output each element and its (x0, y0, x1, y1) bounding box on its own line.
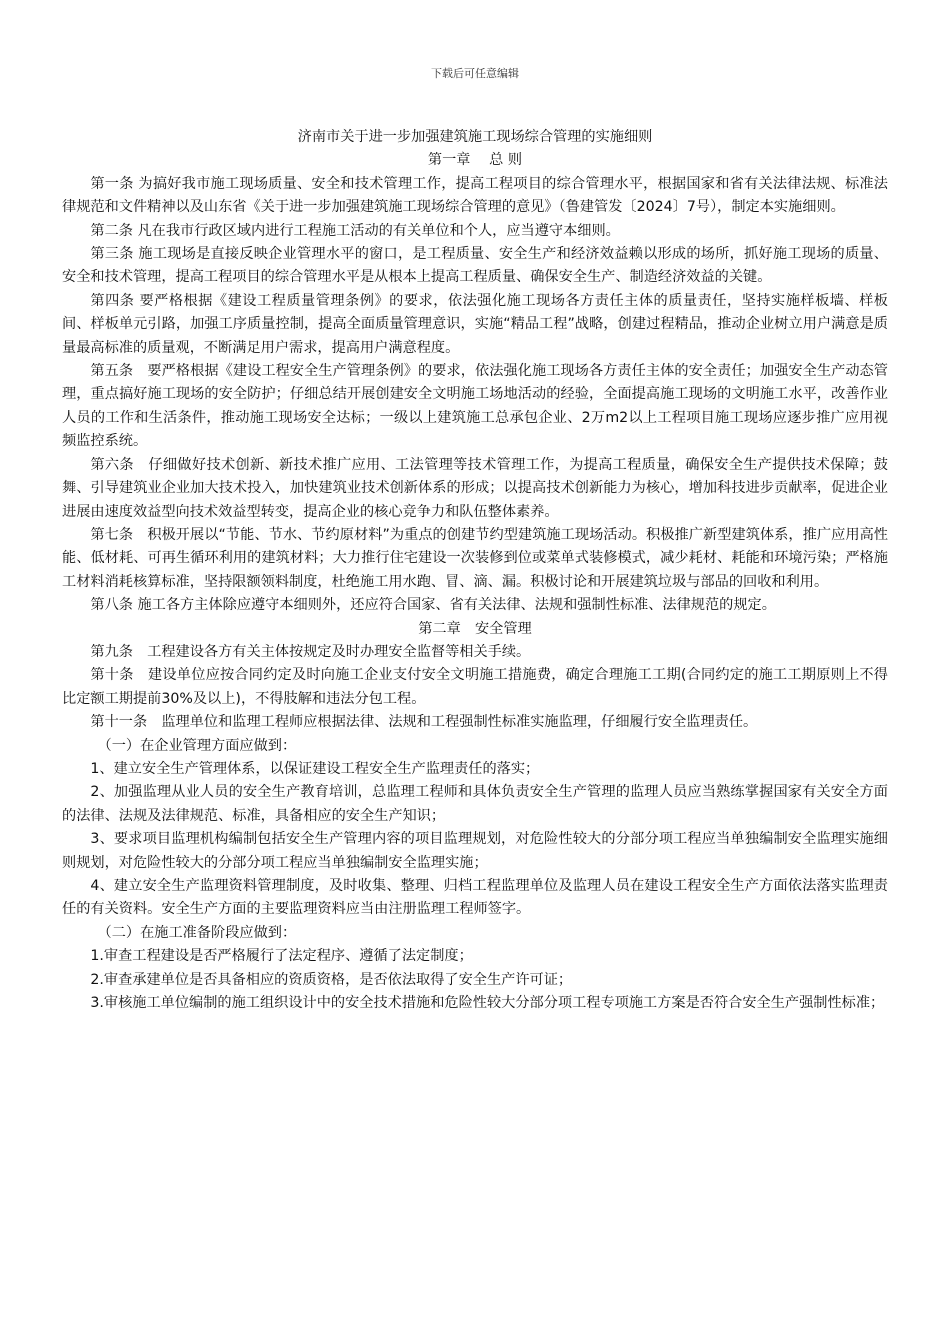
chapter-1-heading: 第一章 总 则 (427, 152, 523, 169)
article-4: 第四条 要严格根据《建设工程质量管理条例》的要求，依法强化施工现场各方责任主体的质量责任，坚持实施样板墙、样板间、样板单元引路，加强工序质量控制，提高全面质量管理意识，实施“精品工程”战略，创建过程精品，推动企业树立用户满意是质量最高标准的质量观，不断满足用户需求，提高用户满意程度。 (62, 292, 888, 356)
section-1-item-4: 4、建立安全生产监理资料管理制度，及时收集、整理、归档工程监理单位及监理人员在建设工程安全生产方面依法落实监理责任的有关资料。安全生产方面的主要监理资料应当由注册监理工程师签字。 (62, 878, 888, 918)
section-1-heading: （一）在企业管理方面应做到： (97, 737, 297, 754)
article-2: 第二条 凡在我市行政区域内进行工程施工活动的有关单位和个人，应当遵守本细则。 (90, 222, 620, 239)
section-2-item-2: 2.审查承建单位是否具备相应的资质资格，是否依法取得了安全生产许可证； (90, 971, 573, 988)
section-1-item-1: 1、建立安全生产管理体系，以保证建设工程安全生产监理责任的落实； (90, 760, 540, 777)
article-1: 第一条 为搞好我市施工现场质量、安全和技术管理工作，提高工程项目的综合管理水平，根据国家和省有关法律法规、标准法律规范和文件精神以及山东省《关于进一步加强建筑施工现场综合管理的意见》（鲁建管发〔2024〕7号），制定本实施细则。 (62, 175, 888, 216)
article-6: 第六条 仔细做好技术创新、新技术推广应用、工法管理等技术管理工作，为提高工程质量，确保安全生产提供技术保障；鼓舞、引导建筑业企业加大技术投入，加快建筑业技术创新体系的形成；以提高技术创新能力为核心，增加科技进步贡献率，促进企业进展由速度效益型向技术效益型转变，提高企业的核心竞争力和队伍整体素养。 (62, 456, 888, 520)
section-2-heading: （二）在施工准备阶段应做到： (97, 924, 297, 941)
article-10: 第十条 建设单位应按合同约定及时向施工企业支付安全文明施工措施费，确定合理施工工期(合同约定的施工工期原则上不得比定额工期提前30%及以上)，不得肢解和违法分包工程。 (62, 667, 888, 707)
section-1-item-2: 2、加强监理从业人员的安全生产教育培训，总监理工程师和具体负责安全生产管理的监理人员应当熟练掌握国家有关安全方面的法律、法规及法律规范、标准，具备相应的安全生产知识； (62, 784, 888, 824)
article-11: 第十一条 监理单位和监理工程师应根据法律、法规和工程强制性标准实施监理，仔细履行安全监理责任。 (90, 714, 758, 731)
article-9: 第九条 工程建设各方有关主体按规定及时办理安全监督等相关手续。 (90, 643, 531, 660)
article-3: 第三条 施工现场是直接反映企业管理水平的窗口，是工程质量、安全生产和经济效益赖以形成的场所，抓好施工现场的质量、安全和技术管理，提高工程项目的综合管理水平是从根本上提高工程质量、确保安全生产、制造经济效益的关键。 (62, 246, 888, 286)
download-note: 下载后可任意编辑 (431, 67, 519, 80)
article-8: 第八条 施工各方主体除应遵守本细则外，还应符合国家、省有关法律、法规和强制性标准、法律规范的规定。 (90, 597, 776, 614)
document-body (62, 126, 888, 1015)
article-5: 第五条 要严格根据《建设工程安全生产管理条例》的要求，依法强化施工现场各方责任主体的安全责任；加强安全生产动态管理，重点搞好施工现场的安全防护；仔细总结开展创建安全文明施工场地活动的经验，全面提高施工现场的文明施工水平，改善作业人员的工作和生活条件，推动施工现场安全达标；一级以上建筑施工总承包企业、2万m2以上工程项目施工现场应逐步推广应用视频监控系统。 (62, 363, 888, 450)
section-2-item-3: 3.审核施工单位编制的施工组织设计中的安全技术措施和危险性较大分部分项工程专项施工方案是否符合安全生产强制性标准； (90, 995, 885, 1012)
chapter-2-heading: 第二章 安全管理 (418, 620, 532, 637)
section-2-item-1: 1.审查工程建设是否严格履行了法定程序、遵循了法定制度； (90, 948, 473, 965)
document-title: 济南市关于进一步加强建筑施工现场综合管理的实施细则 (297, 129, 653, 145)
article-7: 第七条 积极开展以“节能、节水、节约原材料”为重点的创建节约型建筑施工现场活动。积极推广新型建筑体系，推广应用高性能、低材耗、可再生循环利用的建筑材料；大力推行住宅建设一次装修到位或菜单式装修模式，减少耗材、耗能和环境污染；严格施工材料消耗核算标准，坚持限额领料制度，杜绝施工用水跑、冒、滴、漏。积极讨论和开展建筑垃圾与部品的回收和利用。 (62, 526, 888, 590)
section-1-item-3: 3、要求项目监理机构编制包括安全生产管理内容的项目监理规划，对危险性较大的分部分项工程应当单独编制安全监理实施细则规划，对危险性较大的分部分项工程应当单独编制安全监理实施； (62, 831, 888, 871)
